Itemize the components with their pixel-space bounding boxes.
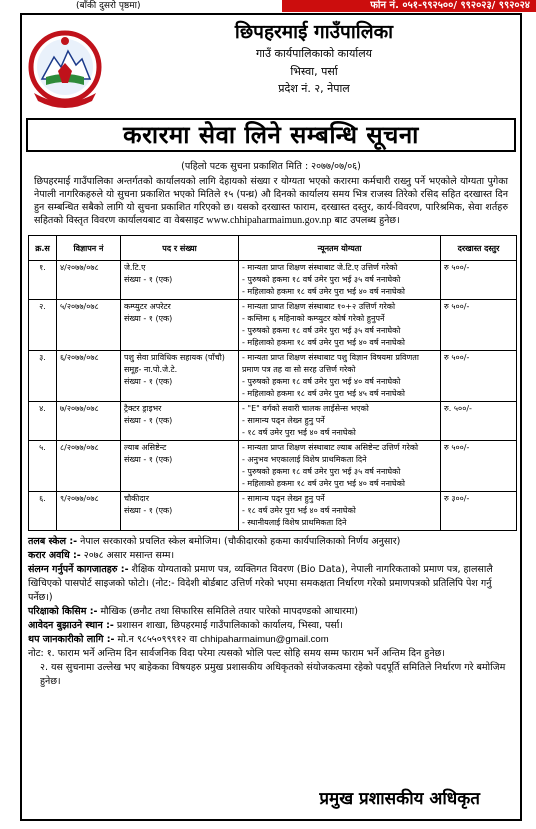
post-line: पशु सेवा प्राविधिक सहायक (पाँचौ) bbox=[124, 353, 225, 362]
row-fee: रु ३००/- bbox=[441, 492, 517, 531]
post-line: समूह- ना.पो.जे.टे. bbox=[124, 365, 178, 374]
table-row bbox=[29, 441, 517, 492]
post-line: ल्याब असिष्टेन्ट bbox=[124, 443, 167, 452]
col-header-fee: दरखास्त दस्तुर bbox=[441, 236, 517, 261]
row-post bbox=[121, 402, 239, 441]
vacancy-table bbox=[28, 235, 517, 531]
col-header-post: पद र संख्या bbox=[121, 236, 239, 261]
website-link[interactable]: www.chhipaharmaimun.gov.np bbox=[206, 215, 332, 226]
exam-text: मौखिक (छनौट तथा सिफारिस समितिले तयार पारेको मापदण्डको आधारमा) bbox=[100, 606, 358, 617]
qualification-line: - पुरुषको हकमा १८ वर्ष उमेर पुरा भई ३५ वर्ष ननाघेको bbox=[242, 467, 401, 476]
qualification-line: - मान्यता प्राप्त शिक्षण संस्थाबाट पशु विज्ञान विषयमा प्रविणता प्रमाण पत्र तह वा सो सरह उत्तिर्ण गरेको bbox=[242, 353, 419, 374]
salary-label: तलब स्केल :- bbox=[28, 536, 78, 547]
row-sn: ४. bbox=[29, 402, 57, 441]
note-two: २. यस सुचनामा उल्लेख भए बाहेकका विषयहरु प्रमुख प्रशासकीय अधिकृतको संयोजकत्वमा रहेको पदपूर्ति समितिले निर्धारण गरे बमोजिम हुनेछ। bbox=[40, 662, 506, 687]
notice-frame bbox=[20, 13, 522, 821]
post-line: संख्या - १ (एक) bbox=[124, 377, 173, 386]
qualification-line: - सामान्य पढ्न लेख्न हुनु पर्ने bbox=[242, 494, 325, 503]
qualification-line: - महिलाको हकमा १८ वर्ष उमेर पुरा भई ४० वर्ष ननाघेको bbox=[242, 338, 405, 347]
qualification-line: - मान्यता प्राप्त शिक्षण संस्थाबाट जे.टि.ए उत्तिर्ण गरेको bbox=[242, 263, 398, 272]
post-line: संख्या - १ (एक) bbox=[124, 314, 173, 323]
qualification-line: - स्थानीयलाई विशेष प्राथमिकता दिने bbox=[242, 518, 347, 527]
row-qualification bbox=[239, 300, 441, 351]
contract-label: करार अवधि :- bbox=[28, 550, 81, 561]
row-sn: ५. bbox=[29, 441, 57, 492]
notice-title: करारमा सेवा लिने सम्बन्धि सूचना bbox=[26, 118, 516, 152]
post-line: संख्या - १ (एक) bbox=[124, 506, 173, 515]
row-sn: ६. bbox=[29, 492, 57, 531]
phone-banner: फोन नं. ०५१-९९२५००/ ९९२०२३/ ९९२०२४ bbox=[282, 0, 536, 12]
office-address: भिस्वा, पर्सा bbox=[290, 65, 338, 78]
row-fee: रु ५००/- bbox=[441, 261, 517, 300]
col-header-qual: न्यूनतम योग्यता bbox=[239, 236, 441, 261]
row-adv: ७/२०७७/०७८ bbox=[57, 402, 121, 441]
row-post bbox=[121, 261, 239, 300]
row-qualification bbox=[239, 492, 441, 531]
email-link[interactable]: chhipaharmaimun@gmail.com bbox=[200, 634, 329, 645]
docs-label: संलग्न गर्नुपर्ने कागजातहरु :- bbox=[28, 564, 129, 575]
post-line: ट्रैक्टर ड्राइभर bbox=[124, 404, 162, 413]
table-row bbox=[29, 402, 517, 441]
qualification-line: - १८ वर्ष उमेर पुरा भई ४० वर्ष ननाघेको bbox=[242, 428, 356, 437]
office-name: गाउँ कार्यपालिकाको कार्यालय bbox=[255, 47, 373, 60]
qualification-line: - महिलाको हकमा १८ वर्ष उमेर पुरा भई ४५ वर्ष ननाघेको bbox=[242, 389, 405, 398]
notice-header bbox=[22, 15, 520, 118]
exam-label: परिक्षाको किसिम :- bbox=[28, 606, 98, 617]
row-fee: रु ५००/- bbox=[441, 441, 517, 492]
post-line: चौकीदार bbox=[124, 494, 149, 503]
row-sn: ३. bbox=[29, 351, 57, 402]
qualification-line: - मान्यता प्राप्त शिक्षण संस्थाबाट ल्याब असिष्टेन्ट उत्तिर्ण गरेको bbox=[242, 443, 419, 452]
table-row bbox=[29, 492, 517, 531]
office-titles bbox=[112, 19, 516, 97]
municipality-name: छिपहरमाई गाउँपालिका bbox=[234, 21, 394, 43]
qualification-line: - सामान्य पढ्न लेख्न हुनु पर्ने bbox=[242, 416, 325, 425]
row-qualification bbox=[239, 261, 441, 300]
submit-label: आवेदन बुझाउने स्थान :- bbox=[28, 620, 114, 631]
row-qualification bbox=[239, 441, 441, 492]
qualification-line: - मान्यता प्राप्त शिक्षण संस्थाबाट १०+२ उत्तिर्ण गरेको bbox=[242, 302, 396, 311]
contact-label: थप जानकारीको लागि :- bbox=[28, 634, 115, 645]
salary-text: नेपाल सरकारको प्रचलित स्केल बमोजिम। (चौकीदारको हकमा कार्यपालिकाको निर्णय अनुसार) bbox=[80, 536, 401, 547]
qualification-line: - कम्तिमा ६ महिनाको कम्प्युटर कोर्ष गरेको हुनुपर्ने bbox=[242, 314, 385, 323]
province-line: प्रदेश नं. २, नेपाल bbox=[278, 82, 350, 95]
top-strip bbox=[0, 0, 536, 12]
row-adv: ४/२०७७/०७८ bbox=[57, 261, 121, 300]
row-post bbox=[121, 300, 239, 351]
qualification-line: - महिलाको हकमा १८ वर्ष उमेर पुरा भई ४० वर्ष ननाघेको bbox=[242, 479, 405, 488]
row-adv: ६/२०७७/०७८ bbox=[57, 351, 121, 402]
row-fee: रु. ५००/- bbox=[441, 402, 517, 441]
row-sn: १. bbox=[29, 261, 57, 300]
notice-footer bbox=[22, 531, 520, 689]
col-header-adv: विज्ञापन नं bbox=[57, 236, 121, 261]
qualification-line: - १८ वर्ष उमेर पुरा भई ४० वर्ष ननाघेको bbox=[242, 506, 356, 515]
table-header-row bbox=[29, 236, 517, 261]
post-line: कम्प्युटर अपरेटर bbox=[124, 302, 171, 311]
row-fee: रु ५००/- bbox=[441, 300, 517, 351]
submit-text: प्रशासन शाखा, छिपहरमाई गाउँपालिकाको कार्यालय, भिस्वा, पर्सा। bbox=[116, 620, 343, 631]
post-line: संख्या - १ (एक) bbox=[124, 455, 173, 464]
table-row bbox=[29, 351, 517, 402]
row-post bbox=[121, 351, 239, 402]
intro-paragraph bbox=[22, 173, 520, 227]
qualification-line: - पुरुषको हकमा १८ वर्ष उमेर पुरा भई ४० वर्ष ननाघेको bbox=[242, 377, 401, 386]
row-qualification bbox=[239, 402, 441, 441]
row-post bbox=[121, 492, 239, 531]
post-line: संख्या - १ (एक) bbox=[124, 275, 173, 284]
docs-text: शैक्षिक योग्यताको प्रमाण पत्र, व्यक्तिगत विवरण (Bio Data), नेपाली नागरिकताको प्रमाण पत्र, हालसालै खिचिएको पासपोर्ट साइजको फोटो। (नोट:- विदेशी बोर्डबाट उत्तिर्ण गरेको भएमा समकक्षता निर्धारण गरेको प्रमाणपत्रको प्रतिलिपि पेश गर्नु पर्नेछ।) bbox=[28, 564, 493, 603]
row-post bbox=[121, 441, 239, 492]
intro-tail: बाट उपलब्ध हुनेछ। bbox=[334, 215, 400, 226]
publication-date: (पहिलो पटक सुचना प्रकाशित मिति : २०७७/०७/०६) bbox=[181, 161, 361, 172]
table-row bbox=[29, 261, 517, 300]
row-adv: ५/२०७७/०७८ bbox=[57, 300, 121, 351]
row-sn: २. bbox=[29, 300, 57, 351]
table-row bbox=[29, 300, 517, 351]
signature-title: प्रमुख प्रशासकीय अधिकृत bbox=[319, 789, 480, 809]
col-header-sn: क्र.स bbox=[29, 236, 57, 261]
qualification-line: - पुरुषको हकमा १८ वर्ष उमेर पुरा भई ३५ वर्ष ननाघेको bbox=[242, 326, 401, 335]
row-adv: ९/२०७७/०७८ bbox=[57, 492, 121, 531]
qualification-line: - महिलाको हकमा १८ वर्ष उमेर पुरा भई ४० वर्ष ननाघेको bbox=[242, 287, 405, 296]
row-adv: ८/२०७७/०७८ bbox=[57, 441, 121, 492]
contract-text: २०७८ असार मसान्त सम्म। bbox=[83, 550, 175, 561]
continued-note: (बाँकी दुसरो पृष्ठमा) bbox=[76, 1, 141, 11]
row-qualification bbox=[239, 351, 441, 402]
intro-text: छिपहरमाई गाउँपालिका अन्तर्गतको कार्यालयको लागि देहायको संख्या र योग्यता भएको करारमा कर्मचारी राख्नु पर्ने भएकोले योग्यता पुगेका नेपाली नागरिकहरुले यो सुचना प्रकाशित भएको मितिले १५ (पन्ध्र) औ दिनको कार्यालय समय भित्र राजस्व तिरेको रसिद सहित दरखास्त दिन हुन सम्बन्धित सबैको लागि यो सुचना प्रकाशित गरिएको छ। यसको दरखास्त फाराम, दरखास्त दस्तुर, कार्य-विवरण, पारिश्रमिक, सेवा शर्तहरु सहितको विस्तृत विवरण कार्यालयबाट वा वेबसाइट bbox=[34, 176, 508, 226]
qualification-line: - पुरुषको हकमा १८ वर्ष उमेर पुरा भई ३५ वर्ष ननाघेको bbox=[242, 275, 401, 284]
post-line: जे.टि.ए bbox=[124, 263, 146, 272]
note-one: नोट: १. फाराम भर्ने अन्तिम दिन सार्वजनिक विदा परेमा त्यसको भोलि पल्ट सोहि समय सम्म फाराम भर्ने अन्तिम दिन हुनेछ। bbox=[28, 648, 445, 659]
row-fee: रु ५००/- bbox=[441, 351, 517, 402]
contact-text: मो.न ९८५५०९९९१२ वा bbox=[117, 634, 198, 645]
qualification-line: - अनुभव भएकालाई विशेष प्राथमिकता दिने bbox=[242, 455, 367, 464]
nepal-emblem-icon bbox=[28, 27, 102, 109]
qualification-line: - "E" वर्गको सवारी चालक लाईसेन्स भएको bbox=[242, 404, 369, 413]
post-line: संख्या - १ (एक) bbox=[124, 416, 173, 425]
